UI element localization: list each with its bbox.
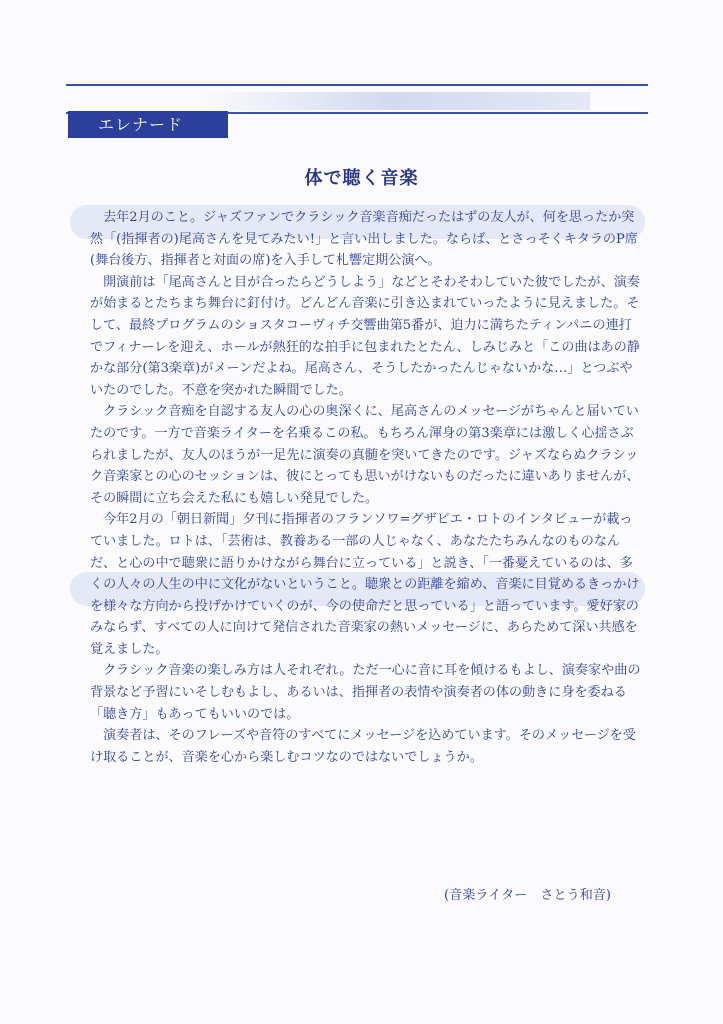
header-background-band [200,92,590,110]
article-body [90,207,642,768]
paragraph: 今年2月の「朝日新聞」夕刊に指揮者のフランソワ=グザビエ・ロトのインタビューが載っていました。ロトは、「芸術は、教養ある一部の人じゃなく、あなたたちみんなのものなんだ、と心の中で聴衆に語りかけながら舞台に立っている」と説き、「一番憂えているのは、多くの人々の人生の中に文化がないということ。聴衆との距離を縮め、音楽に目覚めるきっかけを様々な方向から投げかけていくのが、今の使命だと思っている」と語っています。愛好家のみならず、すべての人に向けて発信された音楽家の熱いメッセージに、あらためて深い共感を覚えました。 [90,512,640,657]
header-rule-top [66,84,648,86]
paragraph: 去年2月のこと。ジャズファンでクラシック音楽音痴だったはずの友人が、何を思ったか突然「(指揮者の)尾高さんを見てみたい!」と言い出しました。ならば、とさっそくキタラのP席(舞台後方、指揮者と対面の席)を入手して札響定期公演へ。 [90,210,638,269]
article-title: 体で聴く音楽 [304,168,419,189]
paragraph: クラシック音楽の楽しみ方は人それぞれ。ただ一心に音に耳を傾けるもよし、演奏家や曲の背景など予習にいそしむもよし、あるいは、指揮者の表情や演奏者の体の動きに身を委ねる「聴き方」もあってもいいのでは。 [90,663,641,722]
section-label: エレナード [68,111,228,138]
paragraph: 演奏者は、そのフレーズや音符のすべてにメッセージを込めています。そのメッセージを受け取ることが、音楽を心から楽しむコツなのではないでしょうか。 [90,728,636,765]
paragraph: 開演前は「尾高さんと目が合ったらどうしよう」などとそわそわしていた彼でしたが、演奏が始まるとたちまち舞台に釘付け。どんどん音楽に引き込まれていったように見えました。そして、最終プログラムのショスタコーヴィチ交響曲第5番が、迫力に満ちたティンパニの連打でフィナーレを迎え、ホールが熱狂的な拍手に包まれたとたん、しみじみと「この曲はあの静かな部分(第3楽章)がメーンだよね。尾高さん、そうしたかったんじゃないかな…」とつぶやいたのでした。不意を突かれた瞬間でした。 [90,274,640,398]
author-signature: (音楽ライター さとう和音) [444,888,611,903]
paragraph: クラシック音痴を自認する友人の心の奥深くに、尾高さんのメッセージがちゃんと届いていたのです。一方で音楽ライターを名乗るこの私。もちろん渾身の第3楽章には激しく心揺さぶられましたが、友人のほうが一足先に演奏の真髄を突いてきたのです。ジャズならぬクラシック音楽家との心のセッションは、彼にとっても思いがけないものだったに違いありませんが、その瞬間に立ち会えた私にも嬉しい発見でした。 [90,404,640,506]
